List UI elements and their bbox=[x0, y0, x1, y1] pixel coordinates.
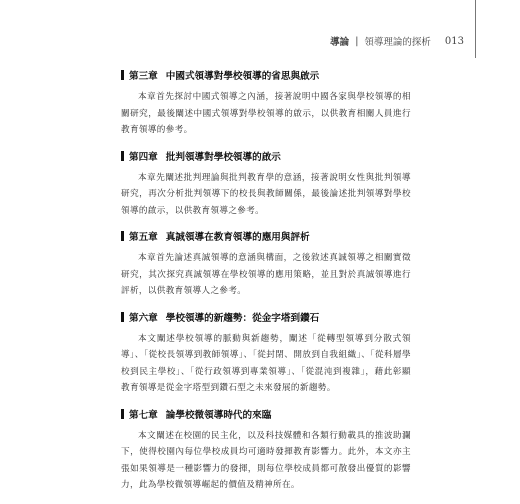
running-header bbox=[330, 34, 464, 48]
header-title: 領導理論的探析 bbox=[364, 37, 431, 48]
chapter-title: 論學校微領導時代的來臨 bbox=[165, 409, 272, 421]
chapter-title: 批判領導對學校領導的啟示 bbox=[165, 151, 281, 163]
chapter-title: 中國式領導對學校領導的省思與啟示 bbox=[165, 71, 320, 82]
section-paragraph: 本章首先探討中國式領導之內涵，接著說明中國各家與學校領導的相關研究，最後闡述中國式領導對學校領導的啟示，以供教育相關人員進行教育領導的參考。 bbox=[121, 92, 411, 135]
section-chapter-7 bbox=[121, 407, 411, 494]
section-chapter-3 bbox=[121, 68, 411, 139]
chapter-title: 學校領導的新趨勢：從金字塔到鑽石 bbox=[165, 312, 320, 324]
section-paragraph: 本文闡述在校園的民主化，以及科技媒體和各類行動載具的推波助瀾下，使得校園內每位學校成員均可適時發揮教育影響力。此外，本文亦主張如果領導是一種影響力的發揮，則每位學校成員都可散發出優質的影響力，此為學校微領導崛起的價值及精神所在。 bbox=[121, 430, 411, 490]
chapter-number: 第五章 bbox=[129, 232, 158, 243]
section-chapter-4 bbox=[121, 149, 411, 220]
section-heading bbox=[121, 310, 411, 324]
header-separator: | bbox=[355, 35, 359, 47]
section-heading bbox=[121, 149, 411, 163]
section-paragraph: 本文闡述學校領導的脈動與新趨勢，闡述「從轉型領導到分散式領導」、「從校長領導到教師領導」、「從封閉、開放到自我組織」、「從科層學校到民主學校」、「從行政領導到專業領導」、「從混沌到複雜」，藉此彰顯教育領導是從金字塔型到鑽石型之未來發展的新趨勢。 bbox=[121, 333, 411, 393]
heading-bullet-icon bbox=[121, 151, 124, 161]
chapter-title: 真誠領導在教育領導的應用與評析 bbox=[165, 232, 310, 243]
section-chapter-6 bbox=[121, 310, 411, 397]
chapter-number: 第七章 bbox=[129, 409, 158, 421]
section-paragraph: 本章先闡述批判理論與批判教育學的意涵，接著說明女性與批判領導研究，再次分析批判領導下的校長與教師關係，最後論述批判領導對學校領導的啟示，以供教育領導之參考。 bbox=[121, 172, 411, 216]
page-body bbox=[121, 68, 411, 504]
chapter-number: 第三章 bbox=[129, 71, 158, 82]
heading-bullet-icon bbox=[121, 409, 124, 419]
section-heading bbox=[121, 229, 411, 243]
heading-bullet-icon bbox=[121, 231, 124, 241]
chapter-number: 第六章 bbox=[129, 312, 158, 324]
header-chapter: 導論 bbox=[330, 37, 350, 48]
heading-bullet-icon bbox=[121, 312, 124, 322]
chapter-number: 第四章 bbox=[129, 151, 158, 163]
section-heading bbox=[121, 407, 411, 421]
header-divider-line bbox=[475, 0, 476, 58]
section-paragraph: 本章首先論述真誠領導的意涵與構面，之後敘述真誠領導之相關實徵研究，其次探究真誠領導在學校領導的應用策略，並且對於真誠領導進行評析，以供教育領導人之參考。 bbox=[121, 253, 411, 296]
section-chapter-5 bbox=[121, 229, 411, 300]
page-number: 013 bbox=[444, 35, 464, 47]
heading-bullet-icon bbox=[121, 70, 124, 80]
section-heading bbox=[121, 68, 411, 82]
